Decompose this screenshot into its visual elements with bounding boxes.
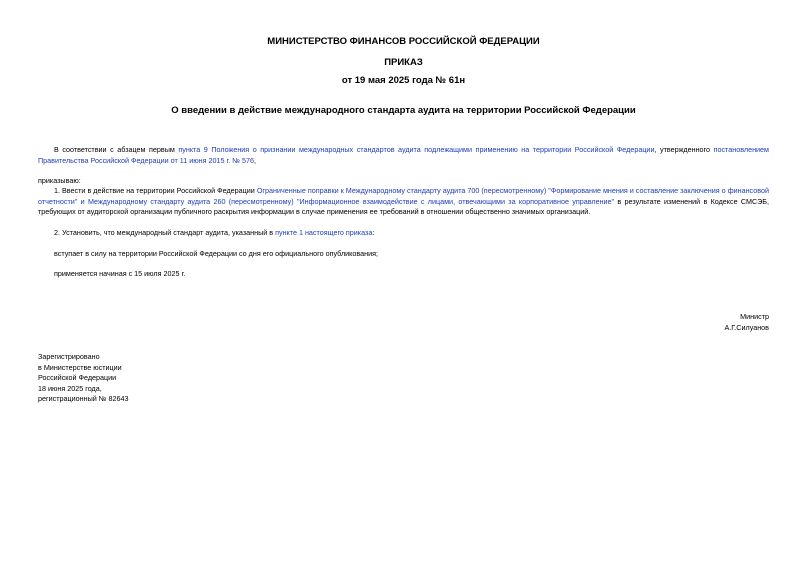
document-title: О введении в действие международного стандарта аудита на территории Российской Федерации (171, 105, 636, 116)
preamble-text-mid: , утвержденного (654, 145, 714, 154)
doc-type-heading: ПРИКАЗ (384, 57, 423, 68)
paragraph-item-2 (38, 228, 769, 239)
paragraph-application: применяется начиная с 15 июля 2025 г. (54, 269, 186, 278)
item-1-text-end: в результате изменений в Кодексе СМСЭБ, требующих от аудиторской организации публичного раскрытия информации в случае применения ее требований в отношении общественно значимых организаций. (38, 196, 770, 217)
registration-line: Российской Федерации (38, 373, 117, 383)
paragraph-preamble (38, 145, 769, 166)
registration-line: в Министерстве юстиции (38, 362, 122, 372)
preamble-text-end: , (253, 155, 256, 165)
resolution-link[interactable]: постановлением Правительства Российской Федерации от 11 июня 2015 г. № 576 (38, 145, 769, 165)
date-number: от 19 мая 2025 года № 61н (341, 75, 466, 86)
item-1-text-start: 1. Ввести в действие на территории Российской Федерации (54, 186, 257, 195)
item-1-reference-link[interactable]: пункте 1 настоящего приказа (275, 228, 373, 237)
signature-name: А.Г.Силуанов (724, 323, 769, 332)
registration-block (38, 352, 128, 405)
paragraph-item-1 (38, 186, 769, 218)
amendments-link[interactable]: Ограниченные поправки к Международному стандарту аудита 700 (пересмотренному) "Формирование мнения и составление заключения о финансовой отчетности" и Международному стандарту аудита 260 (пересмотренному) "Информационное взаимодействие с лицами, отвечающими за корпоративное управление" (38, 186, 769, 206)
ministry-heading: МИНИСТЕРСТВО ФИНАНСОВ РОССИЙСКОЙ ФЕДЕРАЦИИ (267, 36, 540, 47)
item-2-text-start: 2. Установить, что международный стандарт аудита, указанный в (54, 228, 276, 237)
registration-line: 18 июня 2025 года, (38, 383, 102, 393)
regulation-link[interactable]: пункта 9 Положения о признании международных стандартов аудита подлежащими применению на территории Российской Федерации (178, 145, 655, 154)
registration-line: Зарегистрировано (38, 352, 100, 361)
item-2-text-end: : (372, 228, 375, 237)
paragraph-effective: вступает в силу на территории Российской Федерации со дня его официального опубликования; (54, 249, 379, 258)
signature-position: Министр (740, 312, 769, 321)
paragraph-order: приказываю: (38, 176, 81, 185)
preamble-text-start: В соответствии с абзацем первым (54, 145, 179, 154)
registration-line: регистрационный № 82643 (38, 394, 129, 404)
